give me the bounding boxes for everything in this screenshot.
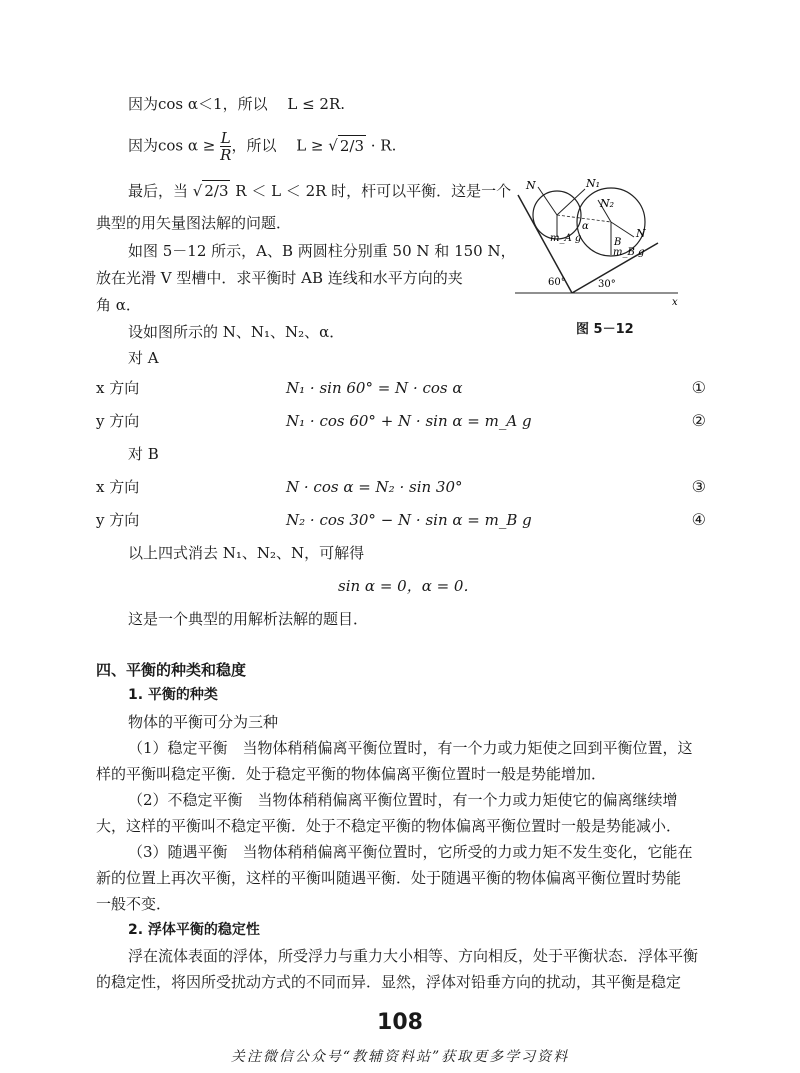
line-2-c: · R. xyxy=(365,136,397,155)
label-N1: N₁ xyxy=(586,177,601,190)
label-N: N xyxy=(526,179,536,192)
subsection-2: 2. 浮体平衡的稳定性 xyxy=(128,922,260,938)
para-2b: 样的平衡叫稳定平衡．处于稳定平衡的物体偏离平衡位置时一般是势能增加． xyxy=(96,765,607,783)
line-9: 对 A xyxy=(128,349,159,367)
line-1: 因为cos α＜1，所以 L ≤ 2R. xyxy=(128,95,346,113)
para-5b: 的稳定性，将因所受扰动方式的不同而异．显然，浮体对铅垂方向的扰动，其平衡是稳定 xyxy=(96,973,682,991)
para-3a: （2）不稳定平衡 当物体稍稍偏离平衡位置时，有一个力或力矩使它的偏离继续增 xyxy=(128,791,678,809)
figure-5-12 xyxy=(510,175,685,310)
para-4c: 一般不变． xyxy=(96,895,172,913)
para-5a: 浮在流体表面的浮体，所受浮力与重力大小相等、方向相反，处于平衡状态．浮体平衡 xyxy=(128,947,699,965)
eq3-number: ③ xyxy=(691,477,706,496)
label-mAg: m_A g xyxy=(550,233,582,244)
N-right-arrow xyxy=(611,222,634,237)
fraction-denominator: R xyxy=(220,146,232,164)
page-number: 108 xyxy=(377,1010,423,1035)
eq2-expression: N₁ · cos 60° + N · sin α = m_A g xyxy=(286,412,532,430)
line-2-a: 因为cos α ≥ xyxy=(128,136,221,155)
line-10: 对 B xyxy=(128,445,159,463)
label-N-right: N xyxy=(636,227,646,240)
line-12: sin α = 0，α = 0． xyxy=(338,577,479,595)
eq1-expression: N₁ · sin 60° = N · cos α xyxy=(286,379,463,397)
line-8: 设如图所示的 N、N₁、N₂、α． xyxy=(128,323,345,341)
label-N2: N₂ xyxy=(600,197,615,210)
eq2-direction: y 方向 xyxy=(96,412,140,430)
fraction-L-R xyxy=(220,130,231,163)
eq1-number: ① xyxy=(691,378,706,397)
eq3-expression: N · cos α = N₂ · sin 30° xyxy=(286,478,463,496)
label-x: x xyxy=(672,297,678,308)
eq1-direction: x 方向 xyxy=(96,379,140,397)
eq2-number: ② xyxy=(691,411,706,430)
eq4-direction: y 方向 xyxy=(96,511,140,529)
line-2: 因为cos α ≥ $\frac{L}{R}$ ，所以 L ≥ √ 2/3 · R. xyxy=(128,129,397,164)
section-title: 四、平衡的种类和稳度 xyxy=(96,661,247,679)
eq4-expression: N₂ · cos 30° − N · sin α = m_B g xyxy=(286,511,532,529)
label-30deg: 30° xyxy=(598,279,616,290)
eq3-direction: x 方向 xyxy=(96,478,140,496)
line-6: 放在光滑 V 型槽中．求平衡时 AB 连线和水平方向的夹 xyxy=(96,269,463,287)
footer-watermark: 关注微信公众号“教辅资料站”获取更多学习资料 xyxy=(230,1049,570,1065)
line-11: 以上四式消去 N₁、N₂、N，可解得 xyxy=(128,544,365,562)
sqrt-2-3-b: 2/3 xyxy=(204,182,229,200)
label-B: B xyxy=(614,237,622,248)
eq4-number: ④ xyxy=(691,510,706,529)
line-2-b: ，所以 L ≥ xyxy=(231,136,329,155)
label-mBg: m_B g xyxy=(613,247,645,258)
para-2a: （1）稳定平衡 当物体稍稍偏离平衡位置时，有一个力或力矩使之回到平衡位置，这 xyxy=(128,739,693,757)
line-7: 角 α． xyxy=(96,296,141,314)
line-3-b: R ＜ L ＜ 2R 时，杆可以平衡．这是一个 xyxy=(230,182,512,200)
sqrt-2-3: 2/3 xyxy=(339,136,364,155)
para-4a: （3）随遇平衡 当物体稍稍偏离平衡位置时，它所受的力或力矩不发生变化，它能在 xyxy=(128,843,693,861)
line-3-a: 最后，当 xyxy=(128,182,193,200)
line-4: 典型的用矢量图法解的问题． xyxy=(96,214,292,232)
subsection-1: 1. 平衡的种类 xyxy=(128,687,218,703)
line-5: 如图 5－12 所示，A、B 两圆柱分别重 50 N 和 150 N， xyxy=(128,242,516,260)
line-3: 最后，当 √ 2/3 R ＜ L ＜ 2R 时，杆可以平衡．这是一个 xyxy=(128,182,512,200)
label-alpha: α xyxy=(582,221,589,232)
label-60deg: 60° xyxy=(548,277,566,288)
figure-caption: 图 5－12 xyxy=(576,322,634,337)
para-3b: 大，这样的平衡叫不稳定平衡．处于不稳定平衡的物体偏离平衡位置时一般是势能减小． xyxy=(96,817,682,835)
fraction-numerator: L xyxy=(220,129,231,147)
line-13: 这是一个典型的用解析法解的题目． xyxy=(128,610,369,628)
para-4b: 新的位置上再次平衡，这样的平衡叫随遇平衡．处于随遇平衡的物体偏离平衡位置时势能 xyxy=(96,869,682,887)
para-1: 物体的平衡可分为三种 xyxy=(128,713,279,731)
